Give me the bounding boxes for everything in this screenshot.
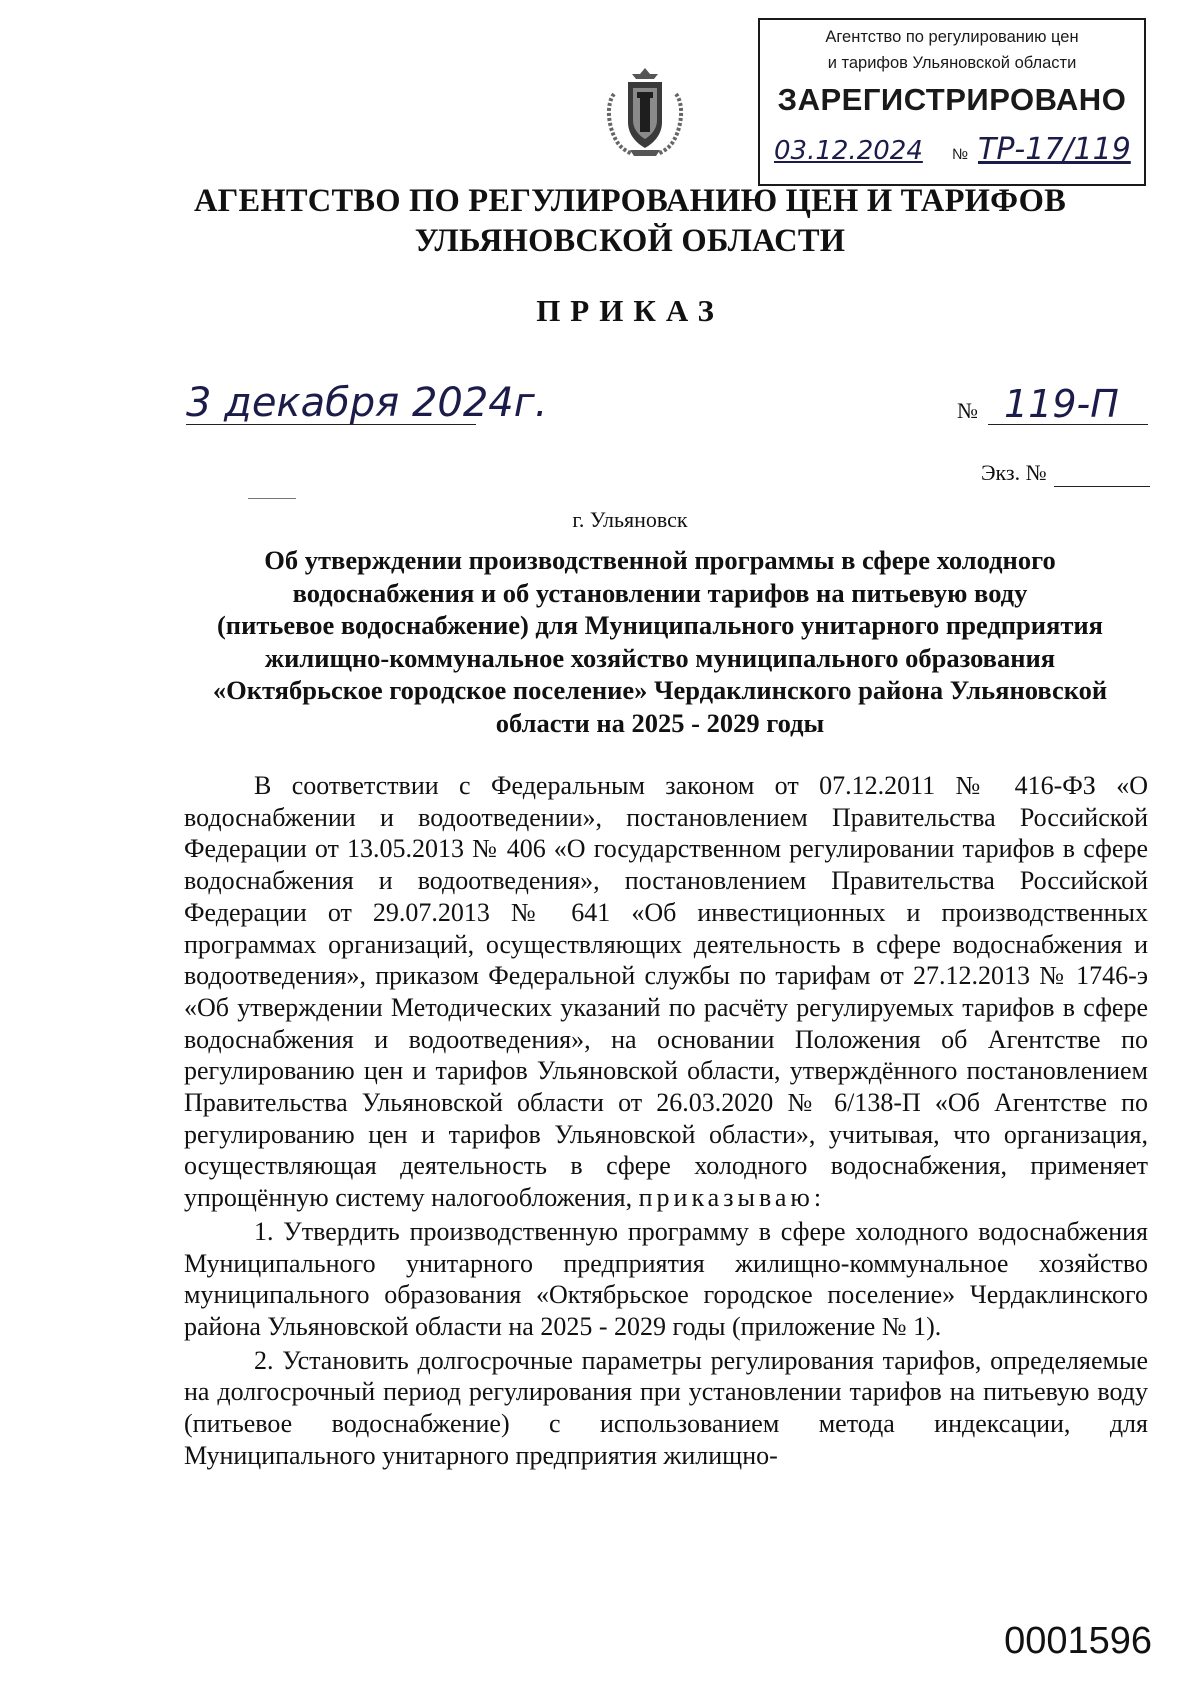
order-date-underline <box>186 424 476 425</box>
subject-line: водоснабжения и об установлении тарифов на питьевую воду <box>292 577 1028 608</box>
subject-line: области на 2025 - 2029 годы <box>495 707 825 738</box>
copy-number-blank <box>1054 486 1150 487</box>
subject-line: (питьевое водоснабжение) для Муниципального унитарного предприятия <box>216 610 1103 640</box>
preamble-text: В соответствии с Федеральным законом от 07.12.2011 № 416-ФЗ «О водоснабжении и водоотведении», постановлением Правительства Российской Федерации от 13.05.2013 № 406 «О государственном регулировании тарифов в сфере водоснабжения и водоотведения», постановлением Правительства Российской Федерации от 29.07.2013 № 641 «Об инвестиционных и производственных программах организаций, осуществляющих деятельность в сфере водоснабжения и водоотведения», приказом Федеральной службы по тарифам от 27.12.2013 № 1746-э «Об утверждении Методических указаний по расчёту регулируемых тарифов в сфере водоснабжения и водоотведения», на основании Положения об Агентстве по регулированию цен и тарифов Ульяновской области, утверждённого постановлением Правительства Ульяновской области от 26.03.2020 № 6/138-П «Об Агентстве по регулированию цен и тарифов Ульяновской области», учитывая, что организация, осуществляющая деятельность в сфере холодного водоснабжения, применяет упрощённую систему налогообложения, <box>184 771 1148 1213</box>
stamp-agency-line2: и тарифов Ульяновской области <box>827 54 1077 72</box>
stamp-agency-line1: Агентство по регулированию цен <box>825 28 1079 46</box>
order-body <box>184 770 1148 1471</box>
stamp-registration-line <box>774 132 1134 178</box>
stamp-status: ЗАРЕГИСТРИРОВАНО <box>777 82 1127 117</box>
stamp-reg-date: 03.12.2024 <box>774 136 923 166</box>
coat-of-arms-icon <box>606 64 684 160</box>
item-2-paragraph: 2. Установить долгосрочные параметры регулирования тарифов, определяемые на долгосрочный период регулирования при установлении тарифов на питьевую воду (питьевое водоснабжение) с использованием метода индексации, для Муниципального унитарного предприятия жилищно- <box>184 1345 1148 1470</box>
agency-name <box>150 181 1110 261</box>
page-number: 0001596 <box>1004 1620 1152 1662</box>
subject-line: Об утверждении производственной программы в сфере холодного <box>264 545 1056 575</box>
order-word: приказываю: <box>638 1183 826 1213</box>
preamble-paragraph <box>184 770 1148 1214</box>
order-date: 3 декабря 2024г. <box>186 380 548 426</box>
item-1-paragraph: 1. Утвердить производственную программу в сфере холодного водоснабжения Муниципального унитарного предприятия жилищно-коммунальное хозяйство муниципального образования «Октябрьское городское поселение» Чердаклинского района Ульяновской области на 2025 - 2029 годы (приложение № 1). <box>184 1216 1148 1341</box>
order-number: 119-П <box>1004 382 1119 426</box>
order-subject <box>170 544 1150 739</box>
order-number-underline <box>988 424 1148 425</box>
copy-number-label: Экз. № <box>981 460 1047 485</box>
document-type: ПРИКАЗ <box>536 293 724 328</box>
city: г. Ульяновск <box>572 507 688 532</box>
agency-name-line1: АГЕНТСТВО ПО РЕГУЛИРОВАНИЮ ЦЕН И ТАРИФОВ <box>194 183 1066 219</box>
subject-line: «Октябрьское городское поселение» Чердаклинского района Ульяновской <box>212 675 1108 705</box>
agency-name-line2: УЛЬЯНОВСКОЙ ОБЛАСТИ <box>414 223 846 259</box>
scan-artifact-line <box>248 498 296 499</box>
stamp-no-label: № <box>952 146 969 163</box>
registration-stamp <box>758 18 1146 186</box>
stamp-reg-number: ТР-17/119 <box>978 132 1131 167</box>
subject-line: жилищно-коммунальное хозяйство муниципального образования <box>264 642 1056 673</box>
order-number-label: № <box>957 398 978 423</box>
